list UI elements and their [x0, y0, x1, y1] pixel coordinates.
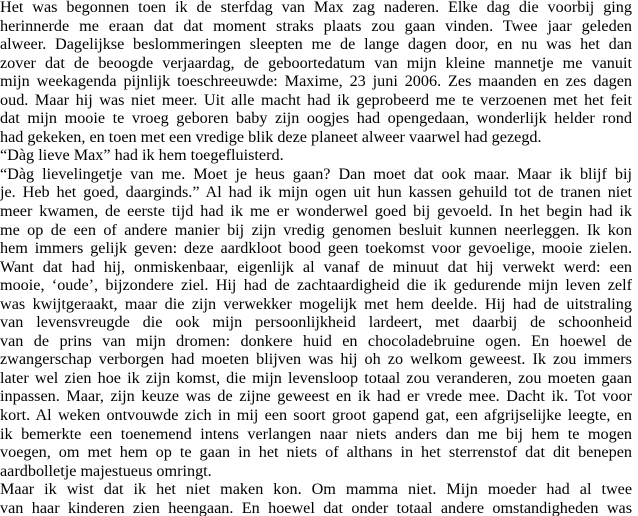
- text-line: later wel zien hoe ik zijn komst, die mijn levensloop totaal zou veranderen, zou moeten gaan: [0, 368, 632, 387]
- text-line: had gekeken, en toen met een vredige blik deze planeet alweer vaarwel had gezegd.: [0, 127, 542, 146]
- text-line: van levensvreugde die ook mijn persoonlijkheid lardeert, met daarbij de schoonheid: [0, 313, 632, 332]
- text-line: zwangerschap verborgen had moeten blijven was hij oh zo welkom geweest. Ik zou immers: [0, 350, 632, 369]
- text-line: kort. Al weken ontvouwde zich in mij een soort groot gapend gat, een afgrijselijke leegte, en: [0, 406, 632, 425]
- text-line: me op de een of andere manier bij zijn vredig genomen besluit kunnen neerleggen. Ik kon: [0, 220, 632, 239]
- text-line: voegen, om met hem op te gaan in het niets of althans in het sterrenstof dat dit benepen: [0, 443, 632, 462]
- text-line: herinnerde me eraan dat dat moment straks plaats zou gaan vinden. Twee jaar geleden: [0, 16, 632, 35]
- text-line: was kwijtgeraakt, maar die zijn verwekker mogelijk met hem deelde. Hij had de uitstraling: [0, 294, 632, 313]
- text-line: mooie, ‘oude’, bijzondere ziel. Hij had de zachtaardigheid die ik gedurende mijn leven zelf: [0, 276, 632, 295]
- text-line: ik bemerkte een toenemend intens verlangen naar niets anders dan me bij hem te mogen: [0, 424, 632, 443]
- text-line: alweer. Dagelijkse beslommeringen sleepten me de lange dagen door, en nu was het dan: [0, 35, 632, 54]
- text-line: aardbolletje majestueus omringt.: [0, 461, 212, 480]
- text-line: meer kwamen, de eerste tijd had ik me er wonderwel goed bij gevoeld. In het begin had ik: [0, 202, 632, 221]
- text-line: Het was begonnen toen ik de sterfdag van Max zag naderen. Elke dag die voorbij ging: [0, 0, 632, 16]
- text-line: mijn weekagenda pijnlijk toeschreeuwde: Maxime, 23 juni 2006. Zes maanden en zes dagen: [0, 72, 632, 91]
- text-line: van haar kinderen zien heengaan. En hoewel dat onder totaal andere omstandigheden was: [0, 498, 632, 516]
- text-line: “Dàg lieve Max” had ik hem toegefluisterd.: [0, 146, 284, 165]
- text-line: zover dat de beoogde verjaardag, de geboortedatum van mijn kleine mannetje me vanuit: [0, 53, 632, 72]
- text-line: oud. Maar hij was niet meer. Uit alle macht had ik geprobeerd me te verzoenen met het feit: [0, 90, 632, 109]
- text-line: van de prins van mijn dromen: donkere huid en chocoladebruine ogen. En hoewel de: [0, 331, 632, 350]
- text-line: je. Heb het goed, daarginds.” Al had ik mijn ogen uit hun kassen gehuild tot de tranen niet: [0, 183, 632, 202]
- text-line: inpassen. Maar, zijn keuze was de zijne geweest en ik had er vrede mee. Dacht ik. Tot voor: [0, 387, 632, 406]
- text-line: Want dat had hij, onmiskenbaar, eigenlijk al vanaf de minuut dat hij verwekt werd: een: [0, 257, 632, 276]
- text-line: “Dàg lievelingetje van me. Moet je heus gaan? Dan moet dat ook maar. Maar ik blijf bij: [0, 164, 632, 183]
- text-line: hem immers gelijk geven: deze aardkloot bood geen toekomst voor gevoelige, mooie zielen.: [0, 239, 632, 258]
- text-line: dat mijn mooie te vroeg geboren baby zijn oogjes had opengedaan, wonderlijk helder rond: [0, 109, 632, 128]
- text-line: Maar ik wist dat ik het niet maken kon. Om mamma niet. Mijn moeder had al twee: [0, 480, 632, 499]
